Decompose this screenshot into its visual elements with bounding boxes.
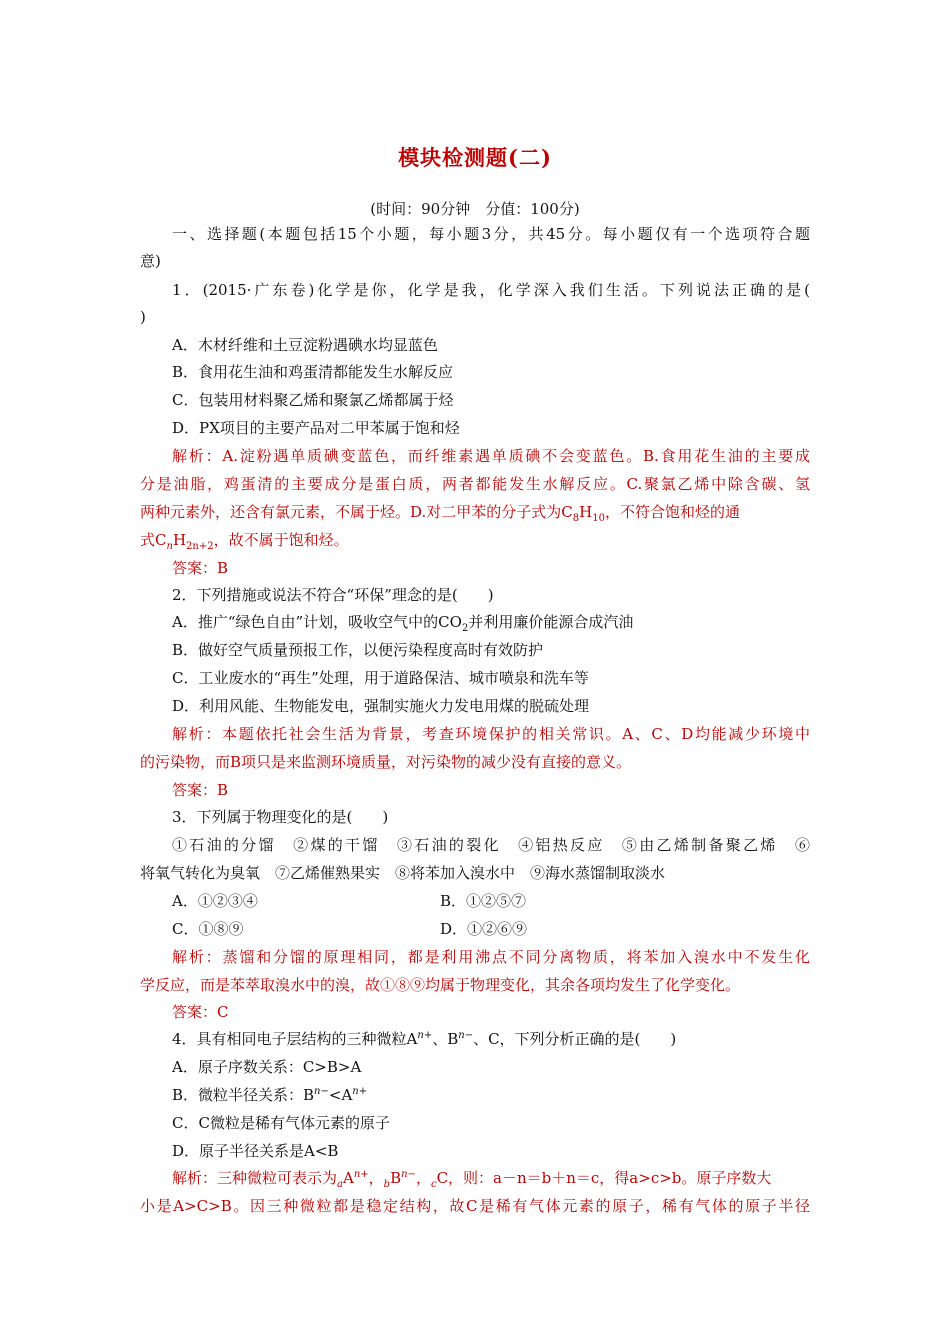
q2-option-d: D．利用风能、生物能发电，强制实施火力发电用煤的脱硫处理: [172, 697, 590, 715]
q1-analysis-line-2: 分是油脂，鸡蛋清的主要成分是蛋白质，两者都能发生水解反应。C.聚氯乙烯中除含碳、氢: [140, 475, 810, 493]
exam-meta: (时间：90分钟 分值：100分): [370, 200, 580, 218]
q2-option-b: B．做好空气质量预报工作，以便污染程度高时有效防护: [172, 641, 544, 659]
q1-option-a: A．木材纤维和土豆淀粉遇碘水均显蓝色: [172, 336, 438, 354]
q4-option-b: B．微粒半径关系：$B^{n-}<A^{n+}$: [172, 1086, 368, 1104]
q4-option-a: A．原子序数关系：C>B>A: [172, 1058, 362, 1076]
q3-items-line-1: ①石油的分馏 ②煤的干馏 ③石油的裂化 ④铝热反应 ⑤由乙烯制备聚乙烯 ⑥: [172, 836, 810, 854]
q2-answer: 答案：B: [172, 781, 229, 799]
q3-option-d: D．①②⑥⑨: [440, 920, 528, 938]
q3-options-row-2: [172, 919, 810, 939]
q2-analysis-line-2: 的污染物，而B项只是来监测环境质量，对污染物的减少没有直接的意义。: [140, 753, 632, 771]
q4-analysis-line-2: 小是A>C>B。因三种微粒都是稳定结构，故C是稀有气体元素的原子，稀有气体的原子半径: [140, 1197, 810, 1215]
q1-option-c: C．包装用材料聚乙烯和聚氯乙烯都属于烃: [172, 391, 454, 409]
q3-option-c: C．①⑧⑨: [172, 920, 244, 938]
q3-items-line-2: 将氧气转化为臭氧 ⑦乙烯催熟果实 ⑧将苯加入溴水中 ⑨海水蒸馏制取淡水: [140, 864, 666, 882]
page-title: 模块检测题(二): [398, 145, 552, 170]
q3-analysis-line-1: 解析：蒸馏和分馏的原理相同，都是利用沸点不同分离物质，将苯加入溴水中不发生化: [172, 948, 810, 966]
q3-options-row-1: [172, 891, 810, 911]
q1-analysis-line-3: 两种元素外，还含有氯元素，不属于烃。D.对二甲苯的分子式为$C_8H_{10}$，不符合饱和烃的通: [140, 503, 740, 524]
q1-answer: 答案：B: [172, 559, 229, 577]
q1-analysis-line-4: 式$C_nH_{2n+2}$，故不属于饱和烃。: [140, 531, 349, 552]
q2-option-c: C．工业废水的“再生”处理，用于道路保洁、城市喷泉和洗车等: [172, 669, 589, 687]
q1-option-d: D．PX项目的主要产品对二甲苯属于饱和烃: [172, 419, 460, 437]
section-heading-line-2: 意): [140, 252, 161, 270]
q3-option-a: A．①②③④: [172, 892, 258, 910]
q1-analysis-line-1: 解析：A.淀粉遇单质碘变蓝色，而纤维素遇单质碘不会变蓝色。B.食用花生油的主要成: [172, 447, 810, 465]
q3-answer: 答案：C: [172, 1003, 229, 1021]
q4-analysis-line-1: 解析：三种微粒可表示为$_aA^{n+}$，$_bB^{n-}$，$_c$C，则：a－n＝b＋n＝c，得a>c>b。原子序数大: [172, 1169, 772, 1190]
q1-stem-line-2: ): [140, 308, 146, 326]
q3-analysis-line-2: 学反应，而是苯萃取溴水中的溴，故①⑧⑨均属于物理变化，其余各项均发生了化学变化。: [140, 976, 741, 994]
q1-stem-line-1: 1．(2015·广东卷)化学是你，化学是我，化学深入我们生活。下列说法正确的是(: [172, 281, 810, 299]
q4-option-c: C．C微粒是稀有气体元素的原子: [172, 1114, 390, 1132]
q4-stem: 4．具有相同电子层结构的三种微粒$A^{n+}$、$B^{n-}$、C，下列分析正确的是( ): [172, 1030, 677, 1048]
section-heading-line-1: 一、选择题(本题包括15个小题，每小题3分，共45分。每小题仅有一个选项符合题: [172, 225, 810, 243]
q2-analysis-line-1: 解析：本题依托社会生活为背景，考查环境保护的相关常识。A、C、D均能减少环境中: [172, 725, 810, 743]
q2-option-a: A．推广“绿色自由”计划，吸收空气中的$CO_2$并利用廉价能源合成汽油: [172, 613, 634, 634]
q3-stem: 3．下列属于物理变化的是( ): [172, 808, 389, 826]
q3-option-b: B．①②⑤⑦: [440, 892, 527, 910]
q2-stem: 2．下列措施或说法不符合“环保”理念的是( ): [172, 586, 494, 604]
q1-option-b: B．食用花生油和鸡蛋清都能发生水解反应: [172, 363, 454, 381]
q4-option-d: D．原子半径关系是A<B: [172, 1142, 339, 1160]
